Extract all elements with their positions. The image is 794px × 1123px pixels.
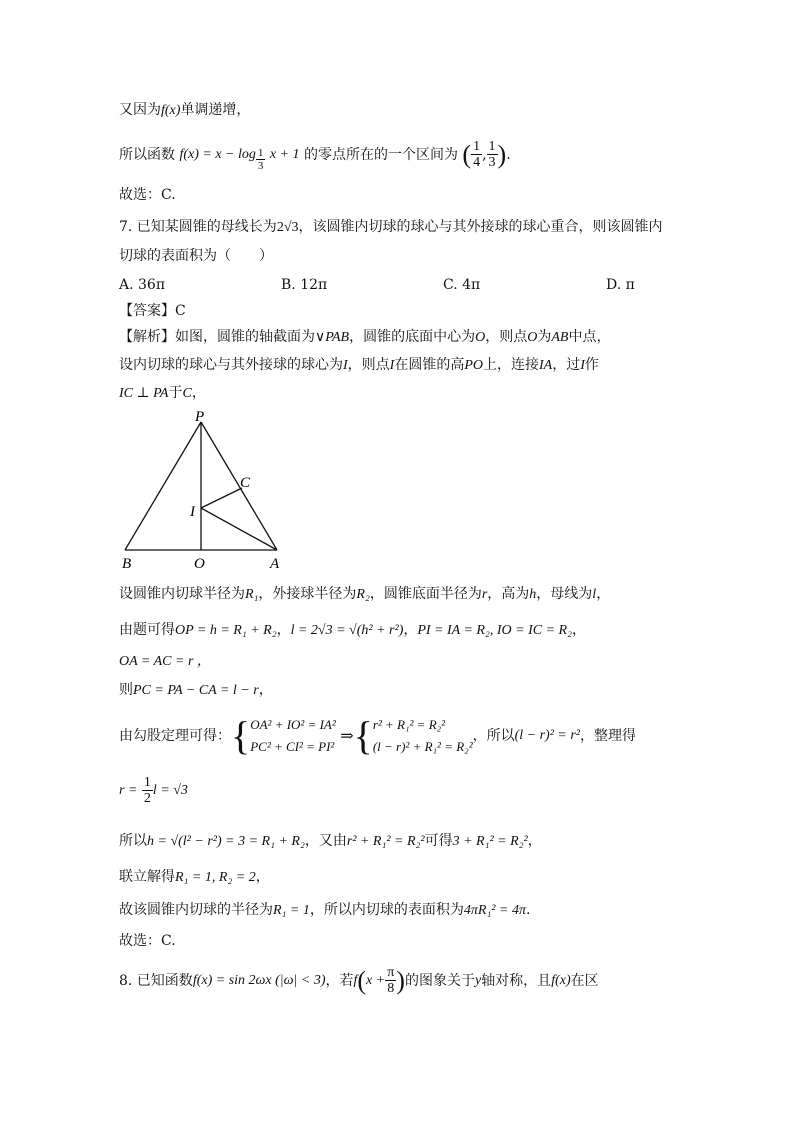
text: 8. 已知函数 (119, 972, 193, 989)
math: C (182, 386, 192, 401)
math: l = √3 (152, 782, 188, 798)
q7-line1 (119, 220, 663, 235)
equation-system-1 (250, 714, 336, 758)
text: ， (596, 586, 611, 602)
math: 3 + R₁² = R₂² (452, 834, 528, 849)
paren-close: ) (396, 965, 405, 995)
fraction-upper (487, 139, 498, 171)
line-monotonic (119, 103, 250, 118)
math: I (580, 358, 585, 373)
text: 可得 (424, 833, 453, 849)
text: ，过 (552, 357, 581, 373)
cone-cross-section-figure (110, 408, 290, 573)
math: ∨PAB (315, 330, 350, 345)
text: 则 (119, 682, 133, 698)
equation: r² + R₁² = R₂² (372, 717, 446, 732)
math: IA (539, 358, 553, 373)
text: 中点， (568, 329, 611, 345)
conclusion-line (119, 903, 530, 918)
denominator: 3 (488, 155, 496, 171)
numerator: 1 (257, 146, 264, 159)
numerator: π (387, 965, 395, 980)
numerator: 1 (488, 139, 496, 154)
math: R₁ (245, 587, 259, 602)
text: 又因为 (119, 102, 161, 118)
q7-line2: 切球的表面积为（ ） (119, 248, 273, 264)
text: ，高为 (487, 586, 530, 602)
math: (l − r)² = r² (514, 728, 580, 743)
label-C: C (240, 475, 251, 491)
denominator: 4 (473, 155, 481, 171)
text: ， (191, 385, 206, 401)
math: AB (551, 330, 569, 345)
text: 在区 (570, 972, 599, 989)
math: PI = IA = R₂, IO = IC = R₂ (417, 623, 572, 638)
r-result-line (119, 775, 188, 807)
analysis-line1 (119, 330, 610, 345)
equation: PC² + CI² = PI² (250, 739, 335, 754)
oa-ac-line: OA = AC = r ， (119, 654, 211, 669)
pythagoras-line (119, 714, 636, 758)
comma: , (482, 146, 487, 163)
math: PO (464, 358, 484, 373)
log-base-fraction (256, 147, 266, 172)
period: . (506, 146, 511, 163)
numerator: 1 (473, 139, 481, 154)
fraction-lower (471, 139, 482, 171)
text: ， (403, 622, 418, 638)
math: f(x) = sin 2ωx (|ω| < 3) (192, 972, 326, 988)
text: ，则点 (347, 357, 390, 373)
text: 由题可得 (119, 622, 175, 638)
text: ，外接球半径为 (258, 586, 357, 602)
option-a: A. 36π (119, 277, 166, 293)
math: l (592, 587, 597, 602)
answer-label: 【答案】C (119, 303, 186, 319)
math: R₁ = 1, R₂ = 2 (175, 870, 256, 885)
answer-select-line-2: 故选：C. (119, 933, 176, 949)
fraction-half (142, 775, 153, 807)
math: R₁ = 1 (273, 903, 310, 918)
math-value: 2√3 (276, 220, 299, 235)
edge-IA (201, 508, 277, 550)
option-c: C. 4π (443, 277, 481, 293)
math: f (353, 972, 358, 988)
text: . (525, 902, 531, 918)
denominator: 3 (257, 159, 264, 172)
text: 的零点所在的一个区间为 (303, 146, 458, 163)
text: 由勾股定理可得： (119, 728, 231, 744)
text: ， (276, 622, 291, 638)
q8-line (119, 965, 599, 997)
text: ，若 (325, 972, 354, 989)
denominator: 2 (143, 791, 151, 807)
math: r² + R₁² = R₂² (346, 834, 425, 849)
math: O (527, 330, 538, 345)
math: r = (119, 782, 138, 798)
numerator: 1 (143, 775, 151, 790)
text: ，母线为 (536, 586, 593, 602)
text: ， (255, 869, 270, 885)
text: 故该圆锥内切球的半径为 (119, 902, 273, 918)
label-I: I (190, 504, 195, 520)
text: ，圆锥的底面中心为 (349, 329, 476, 345)
text: ， (571, 622, 586, 638)
math: I (343, 358, 348, 373)
text: 在圆锥的高 (394, 357, 465, 373)
brace-left: { (231, 713, 251, 758)
math: R₂ (356, 587, 370, 602)
setup-line (119, 587, 610, 602)
text: 设内切球的球心与其外接球的球心为 (119, 357, 343, 373)
math: I (389, 358, 395, 373)
label-B: B (122, 556, 132, 572)
text: 单调递增， (180, 102, 251, 118)
text: ，则点 (485, 329, 528, 345)
math: O (475, 330, 486, 345)
text: ，所以 (472, 728, 515, 744)
answer-select-line: 故选：C. (119, 187, 176, 203)
text: 设圆锥内切球半径为 (119, 586, 245, 602)
pc-line (119, 683, 273, 698)
text: 上，连接 (483, 357, 540, 373)
solve-line (119, 870, 270, 885)
text: 为 (537, 329, 552, 345)
equation-system-2 (373, 714, 473, 758)
h-line (119, 834, 542, 849)
text: ， (527, 833, 542, 849)
equation: (l − r)² + R₁² = R₂² (372, 739, 473, 754)
text: 的图象关于 (404, 972, 475, 989)
text: ，圆锥底面半径为 (369, 586, 482, 602)
text: 轴对称，且 (481, 972, 552, 989)
math: OP = h = R₁ + R₂ (175, 623, 277, 638)
text: 所以 (119, 833, 147, 849)
math: h = √(l² − r²) = 3 = R₁ + R₂ (147, 834, 305, 849)
label-P: P (195, 409, 205, 425)
math: IC ⊥ PA (119, 386, 169, 401)
analysis-line2 (119, 358, 599, 373)
math: f(x) (551, 972, 571, 988)
text: ， (258, 682, 273, 698)
denominator: 8 (387, 981, 395, 997)
math-fx: f(x) (161, 103, 181, 118)
analysis-line3 (119, 386, 206, 401)
math: 4πR₁² = 4π (463, 903, 526, 918)
label-O: O (194, 556, 205, 572)
text: 联立解得 (119, 869, 175, 885)
text: 作 (584, 357, 599, 373)
math: x + (366, 972, 386, 988)
option-d: D. π (606, 277, 635, 293)
paren-open: ( (462, 139, 472, 169)
text: 7. 已知某圆锥的母线长为 (119, 219, 277, 235)
text: 所以函数 (119, 146, 175, 163)
text: 【解析】如图，圆锥的轴截面为 (119, 329, 315, 345)
text: ，所以内切球的表面积为 (309, 902, 464, 918)
text: 于 (168, 385, 183, 401)
math: l = 2√3 = √(h² + r²) (290, 623, 404, 638)
text: ，又由 (304, 833, 347, 849)
math: h (529, 587, 537, 602)
edge-PB (125, 422, 201, 550)
brace-left: { (353, 713, 373, 758)
paren-close: ) (497, 139, 507, 169)
math: r (481, 587, 488, 602)
math: y (474, 972, 482, 988)
fraction-pi-8 (385, 965, 396, 997)
math: PC = PA − CA = l − r (133, 683, 259, 698)
math-function-tail: x + 1 (269, 146, 300, 162)
text: ，该圆锥内切球的球心与其外接球的球心重合，则该圆锥内 (298, 219, 663, 235)
math-function: f(x) = x − log (179, 146, 256, 162)
text: ，整理得 (580, 728, 636, 744)
option-b: B. 12π (281, 277, 328, 293)
line-zero-interval (119, 139, 511, 172)
given-line (119, 623, 586, 638)
equation: OA² + IO² = IA² (250, 717, 336, 732)
implies-arrow: ⇒ (340, 726, 354, 745)
label-A: A (270, 556, 280, 572)
edge-PA (201, 422, 277, 550)
paren-open: ( (357, 965, 367, 995)
edge-IC (201, 488, 242, 508)
